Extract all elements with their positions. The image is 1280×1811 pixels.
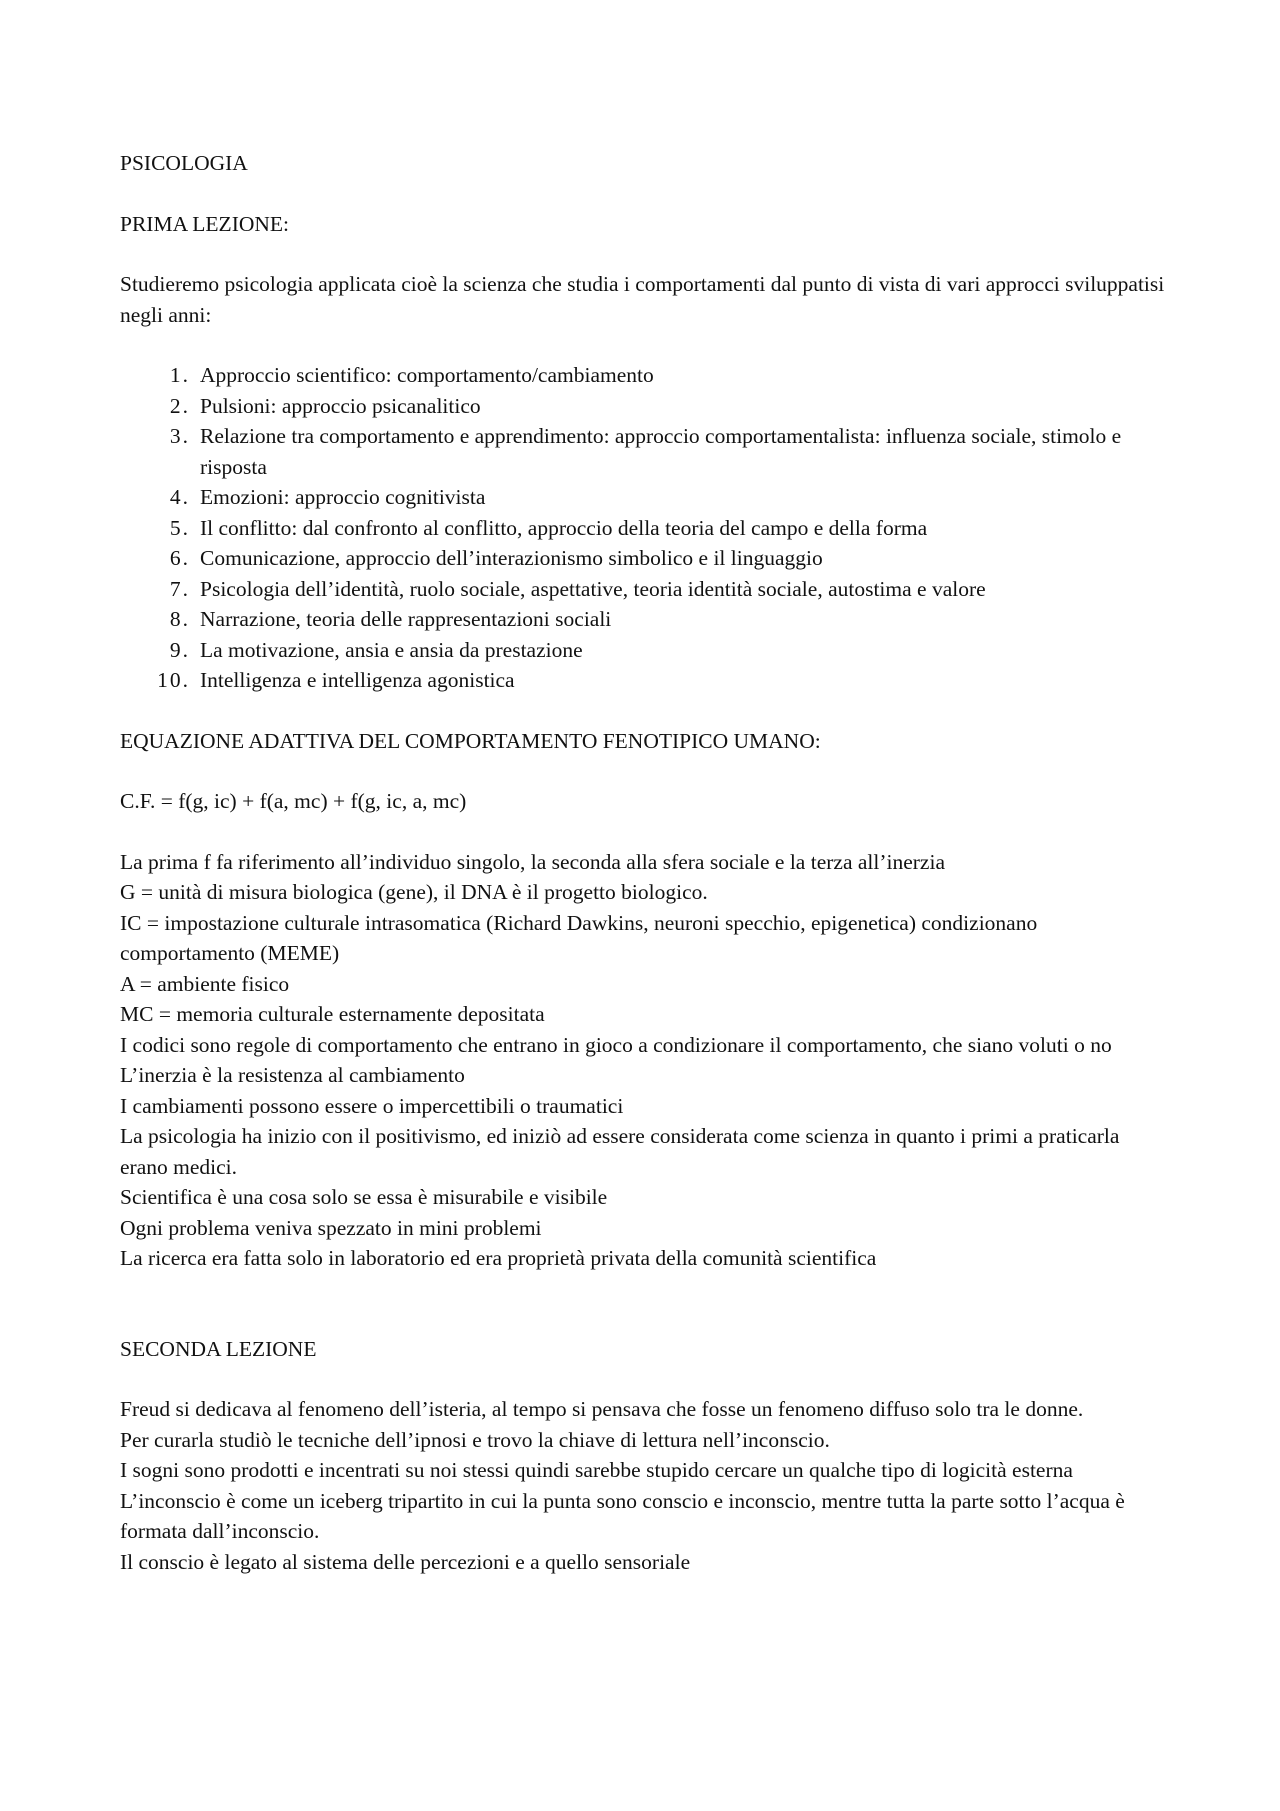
list-item — [169, 360, 1165, 391]
list-text: Narrazione, teoria delle rappresentazioni sociali — [200, 607, 612, 631]
lesson1-notes — [120, 847, 1165, 1274]
list-text: Intelligenza e intelligenza agonistica — [200, 668, 515, 692]
lesson2-body — [120, 1394, 1165, 1577]
list-item — [169, 391, 1165, 422]
paragraph: L’inconscio è come un iceberg tripartito in cui la punta sono conscio e inconscio, mentre tutta la parte sotto l’acqua è formata dall’inconscio. — [120, 1488, 1125, 1543]
equation: C.F. = f(g, ic) + f(a, mc) + f(g, ic, a, mc) — [120, 789, 467, 813]
list-item — [169, 635, 1165, 666]
list-text: Psicologia dell’identità, ruolo sociale, aspettative, teoria identità sociale, autostima e valore — [200, 576, 986, 601]
note-line: La psicologia ha inizio con il positivismo, ed iniziò ad essere considerata come scienza in quanto i primi a praticarla erano medici. — [120, 1124, 1120, 1179]
list-number: 10. — [157, 668, 190, 692]
list-number: 4. — [169, 485, 190, 509]
document-page — [120, 148, 1165, 1577]
list-number: 8. — [169, 607, 190, 631]
list-item — [157, 665, 1165, 696]
paragraph: Per curarla studiò le tecniche dell’ipnosi e trovo la chiave di lettura nell’inconscio. — [120, 1427, 830, 1452]
note-line: IC = impostazione culturale intrasomatica (Richard Dawkins, neuroni specchio, epigenetica) condizionano comportamento (MEME) — [120, 910, 1038, 965]
list-item — [169, 543, 1165, 574]
list-text: Comunicazione, approccio dell’interazionismo simbolico e il linguaggio — [200, 546, 823, 570]
paragraph: Freud si dedicava al fenomeno dell’isteria, al tempo si pensava che fosse un fenomeno diffuso solo tra le donne. — [120, 1397, 1084, 1421]
list-text: Pulsioni: approccio psicanalitico — [200, 393, 481, 418]
list-number: 5. — [169, 515, 190, 540]
lesson2-heading: SECONDA LEZIONE — [120, 1336, 317, 1361]
list-number: 7. — [169, 576, 190, 601]
list-number: 9. — [169, 637, 190, 662]
list-number: 2. — [169, 393, 190, 418]
list-text: La motivazione, ansia e ansia da prestazione — [200, 637, 583, 662]
list-number: 3. — [169, 424, 190, 448]
list-item — [169, 513, 1165, 544]
list-item — [169, 574, 1165, 605]
note-line: I codici sono regole di comportamento che entrano in gioco a condizionare il comportamento, che siano voluti o no — [120, 1032, 1112, 1057]
note-line: La prima f fa riferimento all’individuo singolo, la seconda alla sfera sociale e la terza all’inerzia — [120, 849, 945, 874]
list-item — [169, 421, 1165, 482]
list-text: Relazione tra comportamento e apprendimento: approccio comportamentalista: influenza sociale, stimolo e risposta — [200, 424, 1122, 479]
approaches-list — [120, 360, 1165, 696]
note-line: Scientifica è una cosa solo se essa è misurabile e visibile — [120, 1185, 608, 1209]
equation-heading: EQUAZIONE ADATTIVA DEL COMPORTAMENTO FENOTIPICO UMANO: — [120, 728, 821, 753]
note-line: G = unità di misura biologica (gene), il DNA è il progetto biologico. — [120, 880, 708, 904]
list-number: 1. — [169, 363, 190, 387]
paragraph: Il conscio è legato al sistema delle percezioni e a quello sensoriale — [120, 1549, 691, 1574]
list-item — [169, 604, 1165, 635]
note-line: I cambiamenti possono essere o impercettibili o traumatici — [120, 1093, 624, 1118]
note-line: A = ambiente fisico — [120, 971, 290, 996]
list-text: Approccio scientifico: comportamento/cambiamento — [200, 363, 654, 387]
note-line: La ricerca era fatta solo in laboratorio ed era proprietà privata della comunità scientifica — [120, 1246, 877, 1270]
note-line: MC = memoria culturale esternamente depositata — [120, 1002, 545, 1026]
list-text: Emozioni: approccio cognitivista — [200, 485, 486, 509]
lesson1-intro: Studieremo psicologia applicata cioè la scienza che studia i comportamenti dal punto di vista di vari approcci sviluppatisi negli anni: — [120, 272, 1165, 327]
document-title: PSICOLOGIA — [120, 151, 248, 175]
note-line: Ogni problema veniva spezzato in mini problemi — [120, 1215, 542, 1240]
list-item — [169, 482, 1165, 513]
paragraph: I sogni sono prodotti e incentrati su noi stessi quindi sarebbe stupido cercare un qualche tipo di logicità esterna — [120, 1458, 1073, 1482]
list-number: 6. — [169, 546, 190, 570]
lesson1-heading: PRIMA LEZIONE: — [120, 211, 290, 236]
note-line: L’inerzia è la resistenza al cambiamento — [120, 1063, 465, 1087]
list-text: Il conflitto: dal confronto al conflitto, approccio della teoria del campo e della forma — [200, 515, 928, 540]
